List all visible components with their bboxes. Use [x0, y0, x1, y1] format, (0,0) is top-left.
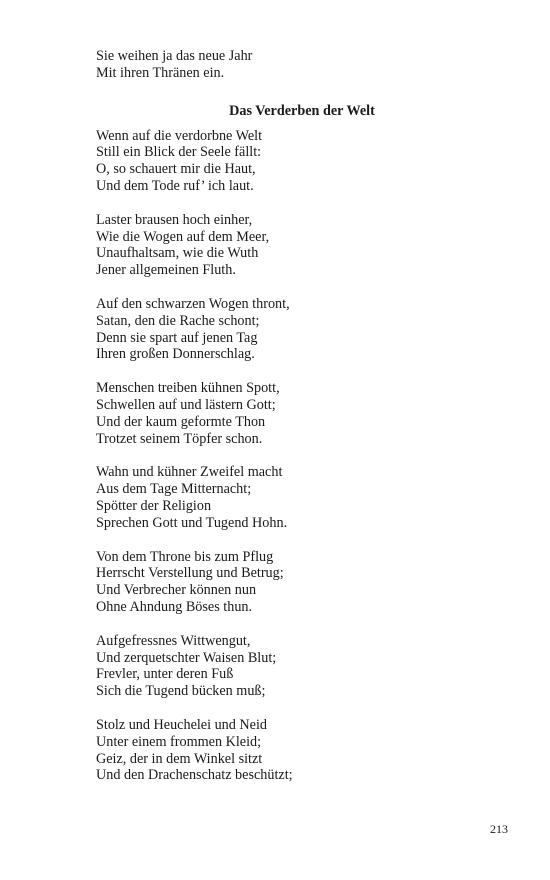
verse-line: O, so schauert mir die Haut,: [96, 161, 256, 178]
stanza-2: [96, 212, 496, 279]
stanza-1: [96, 128, 496, 195]
verse-line: Denn sie spart auf jenen Tag: [96, 329, 258, 346]
verse-line: Wie die Wogen auf dem Meer,: [96, 228, 270, 245]
verse-line: Menschen treiben kühnen Spott,: [96, 380, 280, 397]
verse-line: Auf den schwarzen Wogen thront,: [96, 295, 290, 312]
verse-line: Unter einem frommen Kleid;: [96, 733, 262, 750]
verse-line: Geiz, der in dem Winkel sitzt: [96, 750, 263, 767]
verse-line: Aus dem Tage Mitternacht;: [96, 481, 252, 498]
verse-line: Still ein Blick der Seele fällt:: [96, 144, 262, 161]
verse-line: Spötter der Religion: [96, 497, 212, 514]
verse-line: Aufgefressnes Wittwengut,: [96, 632, 251, 649]
verse-line: Von dem Throne bis zum Pflug: [96, 548, 274, 565]
stanza-7: [96, 633, 496, 700]
verse-line: Und der kaum geformte Thon: [96, 413, 266, 430]
verse-line: Wahn und kühner Zweifel macht: [96, 464, 283, 481]
verse-line: Schwellen auf und lästern Gott;: [96, 396, 276, 413]
verse-line: Sich die Tugend bücken muß;: [96, 683, 266, 700]
verse-line: Wenn auf die verdorbne Welt: [96, 127, 263, 144]
verse-line: Trotzet seinem Töpfer schon.: [96, 430, 263, 447]
verse-line: Sprechen Gott und Tugend Hohn.: [96, 514, 288, 531]
verse-line: Ihren großen Donnerschlag.: [96, 346, 255, 363]
text-block: [96, 48, 496, 801]
verse-line: Herrscht Verstellung und Betrug;: [96, 565, 284, 582]
verse-line: Satan, den die Rache schont;: [96, 312, 260, 329]
stanza-8: [96, 717, 496, 784]
verse-line: Jener allgemeinen Fluth.: [96, 262, 236, 279]
verse-line: Unaufhaltsam, wie die Wuth: [96, 245, 259, 262]
stanza-4: [96, 380, 496, 447]
verse-line: Sie weihen ja das neue Jahr: [96, 48, 253, 64]
poem-title: Das Verderben der Welt: [229, 102, 375, 119]
verse-line: Und zerquetschter Waisen Blut;: [96, 649, 277, 666]
verse-line: Laster brausen hoch einher,: [96, 211, 253, 228]
verse-line: Mit ihren Thränen ein.: [96, 64, 225, 81]
stanza-5: [96, 464, 496, 531]
verse-line: Und dem Tode ruf’ ich laut.: [96, 177, 254, 194]
verse-line: Stolz und Heuchelei und Neid: [96, 716, 267, 733]
verse-line: Und Verbrecher können nun: [96, 582, 257, 599]
verse-line: Ohne Ahndung Böses thun.: [96, 598, 253, 615]
stanza-6: [96, 549, 496, 616]
opening-lines: [96, 48, 496, 82]
verse-line: Und den Drachenschatz beschützt;: [96, 767, 293, 784]
page-number: 213: [490, 822, 508, 836]
verse-line: Frevler, unter deren Fuß: [96, 666, 234, 683]
stanza-3: [96, 296, 496, 363]
